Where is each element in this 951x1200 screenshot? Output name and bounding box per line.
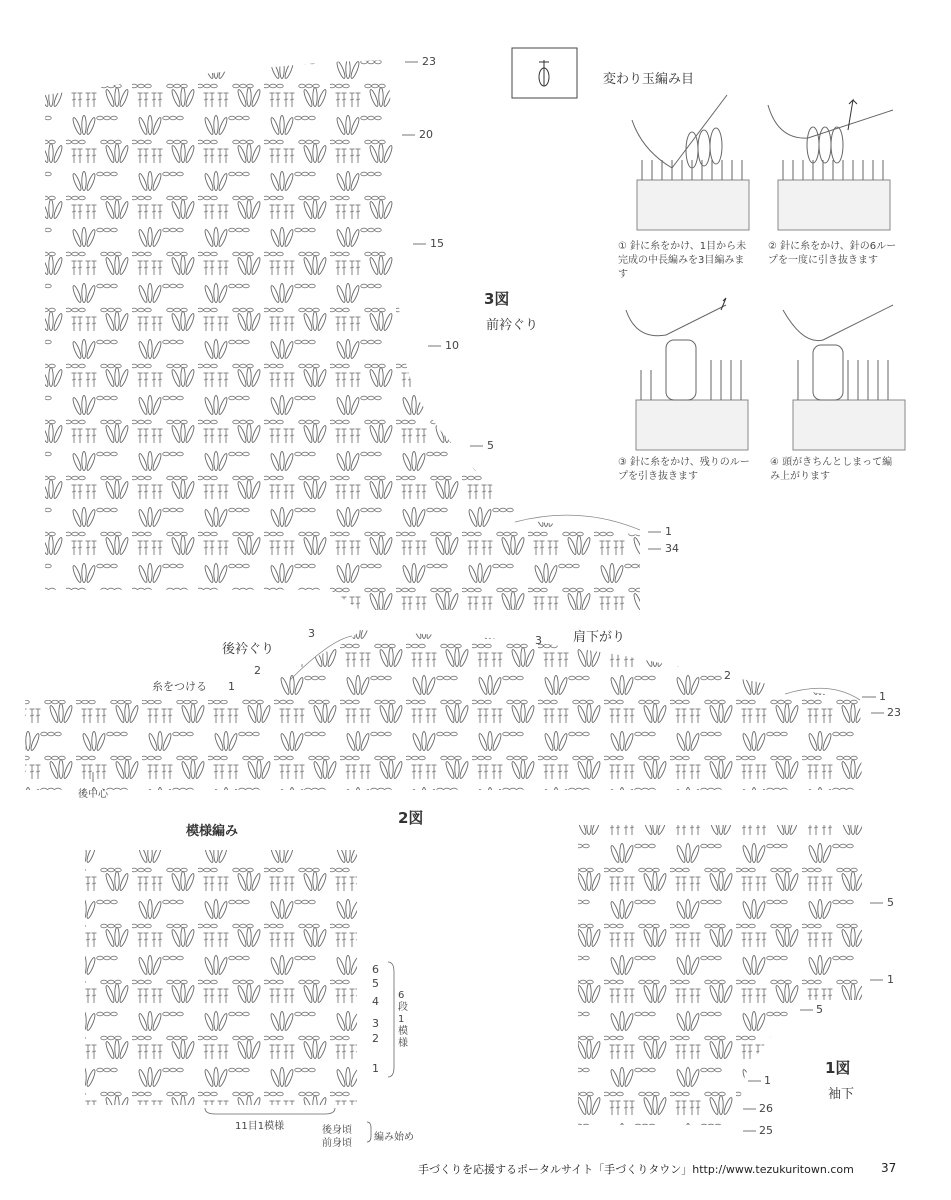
fig2-row-6: 6 bbox=[372, 963, 379, 976]
fig3-row-5: 5 bbox=[487, 439, 494, 452]
fig2-row-2: 2 bbox=[372, 1032, 379, 1045]
fig2-back-label: 後身頃 bbox=[322, 1125, 352, 1136]
shoulder-slope-label: 肩下がり bbox=[573, 630, 626, 645]
back-row-3-right: 3 bbox=[535, 634, 542, 647]
back-row-1-right: 1 bbox=[879, 690, 886, 703]
fig3-row-20: 20 bbox=[419, 128, 433, 141]
fig3-chart bbox=[45, 60, 640, 610]
fig1-chart bbox=[578, 825, 862, 1125]
fig3-row-15: 15 bbox=[430, 237, 444, 250]
back-row-3-left: 3 bbox=[308, 627, 315, 640]
back-row-1-left: 1 bbox=[228, 680, 235, 693]
stitch-step-4: ④ 頭がきちんとしまって編み上がります bbox=[770, 457, 893, 482]
fig3-row-10: 10 bbox=[445, 339, 459, 352]
fig2-chart bbox=[85, 850, 357, 1105]
back-neck-label: 後衿ぐり bbox=[222, 642, 275, 657]
fig2-row-3: 3 bbox=[372, 1017, 379, 1030]
fig2-repeat-rows: 6段1模様 bbox=[398, 990, 408, 1049]
back-row-2-right: 2 bbox=[724, 669, 731, 682]
fig2-pattern-label: 模様編み bbox=[186, 824, 239, 839]
fig1-subtitle: 袖下 bbox=[828, 1087, 855, 1102]
footer-text: 手づくりを応援するポータルサイト「手づくりタウン」http://www.tezukuritown.com bbox=[418, 1163, 854, 1176]
fig2-start-label: 編み始め bbox=[374, 1132, 414, 1143]
back-body-chart bbox=[25, 630, 862, 790]
attach-yarn-label: 糸をつける bbox=[152, 680, 207, 693]
fig2-front-label: 前身頃 bbox=[322, 1138, 352, 1149]
fig1-row-1: 1 bbox=[764, 1074, 771, 1087]
back-row-23-right: 23 bbox=[887, 706, 901, 719]
fig1-row-5-top: 5 bbox=[887, 896, 894, 909]
back-row-2-left: 2 bbox=[254, 664, 261, 677]
fig1-row-26: 26 bbox=[759, 1102, 773, 1115]
fig3-title: 3図 bbox=[484, 290, 510, 308]
fig2-title: 2図 bbox=[398, 809, 424, 827]
back-center-label: 後中心 bbox=[78, 789, 108, 800]
fig1-row-25: 25 bbox=[759, 1124, 773, 1137]
fig3-row-1: 1 bbox=[665, 525, 672, 538]
stitch-title: 変わり玉編み目 bbox=[603, 72, 695, 87]
fig3-row-34: 34 bbox=[665, 542, 679, 555]
fig2-row-4: 4 bbox=[372, 995, 379, 1008]
fig1-row-5: 5 bbox=[816, 1003, 823, 1016]
fig3-subtitle: 前衿ぐり bbox=[486, 318, 539, 333]
fig1-title: 1図 bbox=[825, 1059, 851, 1077]
fig1-row-1-top: 1 bbox=[887, 973, 894, 986]
page-number: 37 bbox=[881, 1161, 897, 1175]
fig2-row-5: 5 bbox=[372, 977, 379, 990]
fig2-repeat-sts: 11目1模様 bbox=[235, 1121, 285, 1132]
fig2-row-1: 1 bbox=[372, 1062, 379, 1075]
stitch-step-3: ③ 針に糸をかけ、残りのループを引き抜きます bbox=[618, 457, 750, 482]
fig3-row-23: 23 bbox=[422, 55, 436, 68]
stitch-step-1: ① 針に糸をかけ、1目から未完成の中長編みを3目編みます bbox=[618, 241, 747, 280]
stitch-step-2: ② 針に糸をかけ、針の6ループを一度に引き抜きます bbox=[768, 241, 897, 266]
